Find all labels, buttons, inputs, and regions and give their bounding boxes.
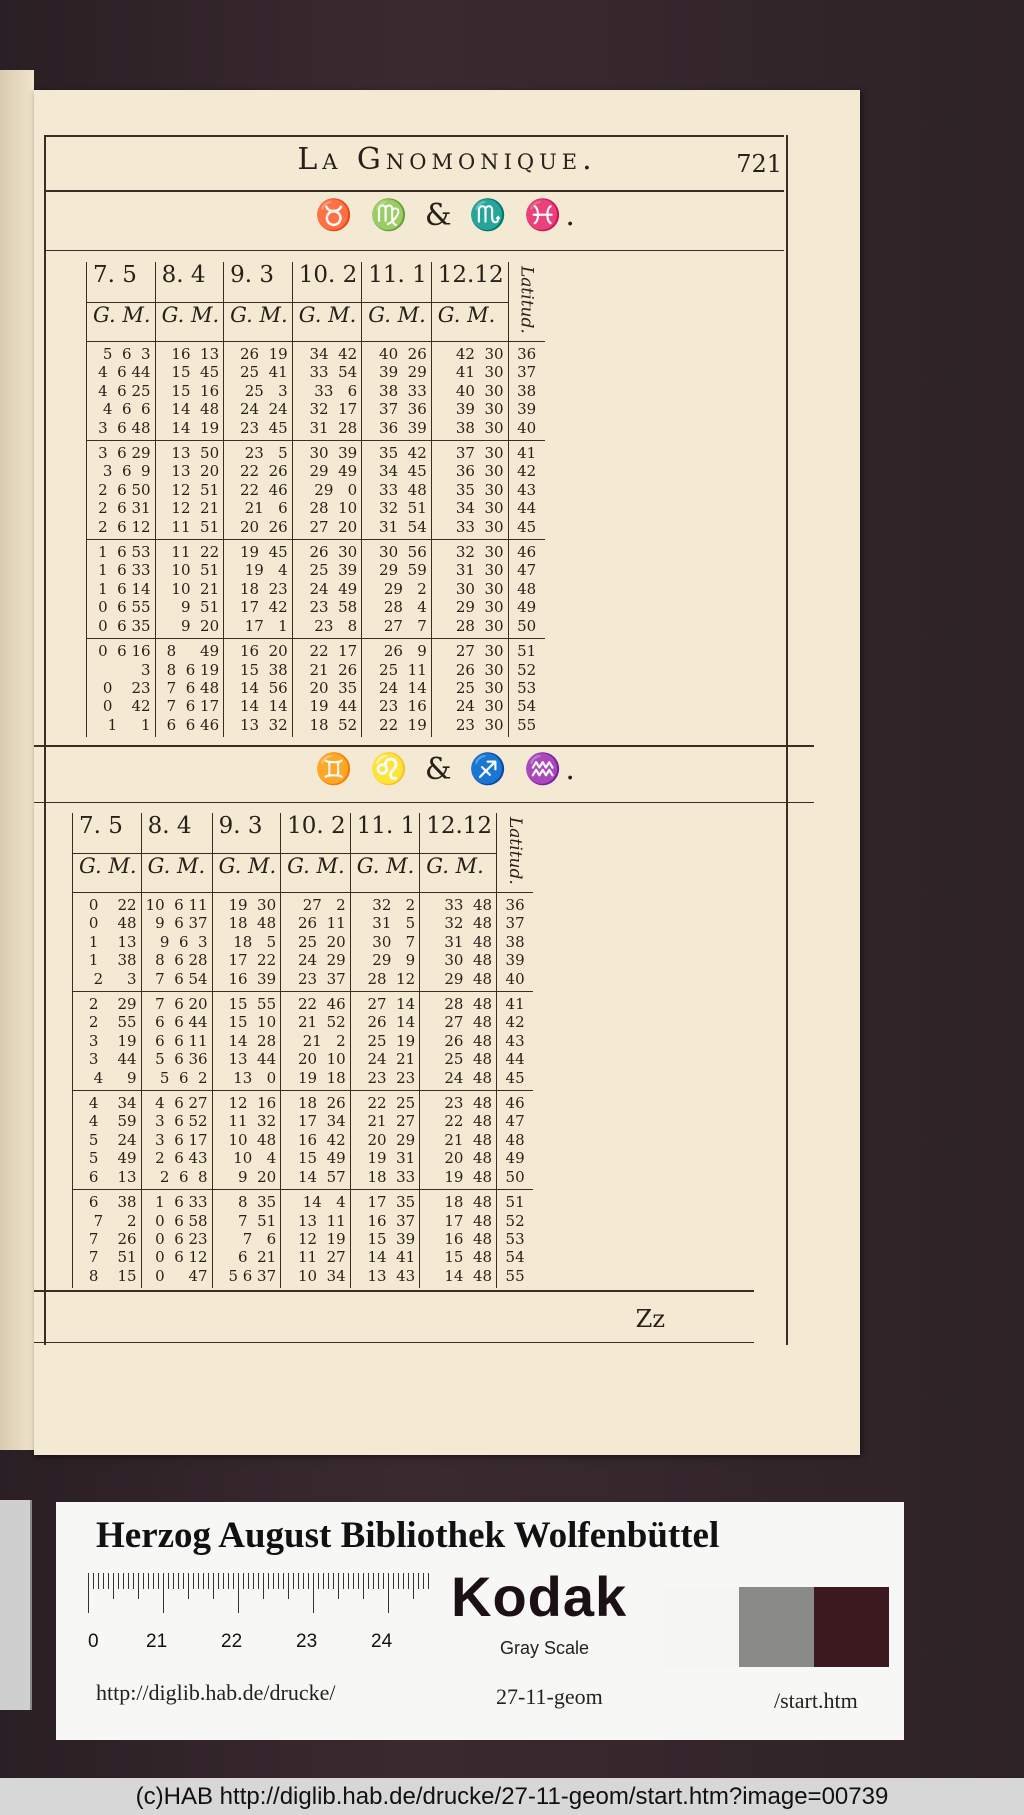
ruler-tick (358, 1573, 359, 1589)
card-id: 27-11-geom (496, 1684, 603, 1709)
ruler-tick (203, 1573, 204, 1589)
hour-header: 12.12 (420, 813, 497, 854)
latitude-header: Latitud. (497, 813, 534, 893)
ruler-tick (378, 1573, 379, 1589)
table-cell: 15 55 15 10 14 28 13 44 13 0 (212, 992, 281, 1091)
hour-header: 10. 2 (292, 262, 362, 303)
table-cell: 32 30 31 30 30 30 29 30 28 30 (431, 540, 508, 639)
left-scan-strip (0, 1500, 32, 1710)
ruler-tick (328, 1573, 329, 1589)
ruler-tick (138, 1573, 139, 1599)
ruler-tick (183, 1573, 184, 1589)
table-cell: 2 29 2 55 3 19 3 44 4 9 (73, 992, 142, 1091)
gm-header: G. M. (73, 854, 142, 893)
gm-header: G. M. (212, 854, 281, 893)
ruler-tick (253, 1573, 254, 1589)
ruler-tick (118, 1573, 119, 1589)
ruler-number: 24 (371, 1631, 393, 1652)
ruler-tick (198, 1573, 199, 1589)
hour-angle-table-1 (86, 262, 545, 737)
ruler-tick (283, 1573, 284, 1589)
ruler-tick (98, 1573, 99, 1589)
ruler-tick (318, 1573, 319, 1589)
facing-page-edge (0, 70, 34, 1450)
section1-rule (44, 250, 784, 251)
table-row (73, 1091, 534, 1190)
ruler-tick (233, 1573, 234, 1589)
latitude-cell: 36 37 38 39 40 (497, 893, 534, 992)
ruler-tick (128, 1573, 129, 1589)
hour-header: 8. 4 (141, 813, 212, 854)
kodak-logo: Kodak (451, 1565, 628, 1628)
table-cell: 33 48 32 48 31 48 30 48 29 48 (420, 893, 497, 992)
page-number: 721 (736, 150, 782, 178)
book-page (34, 90, 860, 1455)
ruler-tick (163, 1573, 164, 1613)
gm-header: G. M. (350, 854, 420, 893)
hour-header: 7. 5 (87, 262, 156, 303)
table-cell: 27 2 26 11 25 20 24 29 23 37 (281, 893, 351, 992)
ruler-tick (288, 1573, 289, 1599)
latitude-cell: 41 42 43 44 45 (497, 992, 534, 1091)
ruler-tick (423, 1573, 424, 1589)
ruler-tick (308, 1573, 309, 1589)
table-cell: 10 6 11 9 6 37 9 6 3 8 6 28 7 6 54 (141, 893, 212, 992)
ruler-tick (218, 1573, 219, 1589)
title-rule (44, 190, 784, 192)
top-rule (44, 135, 784, 137)
ruler-tick (413, 1573, 414, 1599)
gray-swatch (739, 1587, 814, 1667)
latitude-cell: 46 47 48 49 50 (497, 1091, 534, 1190)
ruler-tick (93, 1573, 94, 1589)
zodiac-signs-heading-2: ♊ ♌ & ♐ ♒. (315, 752, 579, 787)
table-cell: 13 50 13 20 12 51 12 21 11 51 (155, 441, 224, 540)
table-cell: 27 14 26 14 25 19 24 21 23 23 (350, 992, 420, 1091)
ruler-tick (258, 1573, 259, 1589)
ruler-tick (113, 1573, 114, 1599)
table-cell: 32 2 31 5 30 7 29 9 28 12 (350, 893, 420, 992)
ruler-tick (373, 1573, 374, 1589)
ruler-tick (108, 1573, 109, 1589)
printer-signature: Zz (635, 1305, 665, 1333)
latitude-cell: 51 52 53 54 55 (497, 1190, 534, 1289)
hour-header: 9. 3 (224, 262, 293, 303)
ruler-tick (123, 1573, 124, 1589)
table-cell: 14 4 13 11 12 19 11 27 10 34 (281, 1190, 351, 1289)
library-name: Herzog August Bibliothek Wolfenbüttel (96, 1515, 720, 1556)
gm-header: G. M. (87, 303, 156, 342)
table-cell: 23 48 22 48 21 48 20 48 19 48 (420, 1091, 497, 1190)
middle-rule (34, 745, 814, 747)
footer-caption: (c)HAB http://diglib.hab.de/drucke/27-11-geom/start.htm?image=00739 (0, 1778, 1024, 1815)
ruler-tick (268, 1573, 269, 1589)
ruler-tick (213, 1573, 214, 1599)
table-row (73, 992, 534, 1091)
ruler-tick (193, 1573, 194, 1589)
table-cell: 1 6 33 0 6 58 0 6 23 0 6 12 0 47 (141, 1190, 212, 1289)
gray-swatch (664, 1587, 739, 1667)
ruler-tick (398, 1573, 399, 1589)
table-cell: 17 35 16 37 15 39 14 41 13 43 (350, 1190, 420, 1289)
ruler-tick (158, 1573, 159, 1589)
table-cell: 27 30 26 30 25 30 24 30 23 30 (431, 639, 508, 738)
gm-header: G. M. (431, 303, 508, 342)
table-row (87, 342, 545, 441)
table-cell: 7 6 20 6 6 44 6 6 11 5 6 36 5 6 2 (141, 992, 212, 1091)
table-cell: 5 6 3 4 6 44 4 6 25 4 6 6 3 6 48 (87, 342, 156, 441)
ruler-number: 22 (221, 1631, 243, 1652)
ruler-tick (298, 1573, 299, 1589)
ruler-tick (313, 1573, 314, 1613)
ruler-tick (368, 1573, 369, 1589)
gm-header: G. M. (281, 854, 351, 893)
ruler-tick (178, 1573, 179, 1589)
ruler-tick (238, 1573, 239, 1613)
ruler-tick (223, 1573, 224, 1589)
ruler-tick (168, 1573, 169, 1589)
table-cell: 22 46 21 52 21 2 20 10 19 18 (281, 992, 351, 1091)
gm-header: G. M. (155, 303, 224, 342)
table-cell: 26 19 25 41 25 3 24 24 23 45 (224, 342, 293, 441)
ruler-tick (403, 1573, 404, 1589)
ruler-tick (148, 1573, 149, 1589)
table-row (87, 540, 545, 639)
ruler-tick (248, 1573, 249, 1589)
ruler-tick (143, 1573, 144, 1589)
table-cell: 0 22 0 48 1 13 1 38 2 3 (73, 893, 142, 992)
ruler-tick (363, 1573, 364, 1599)
table-cell: 37 30 36 30 35 30 34 30 33 30 (431, 441, 508, 540)
ruler-tick (273, 1573, 274, 1589)
ruler-tick (418, 1573, 419, 1589)
hour-angle-table-2 (72, 813, 533, 1288)
table-cell: 0 6 16 3 0 23 0 42 1 1 (87, 639, 156, 738)
ruler-tick (428, 1573, 429, 1589)
table-row (73, 1190, 534, 1289)
table-cell: 18 48 17 48 16 48 15 48 14 48 (420, 1190, 497, 1289)
table-row (73, 893, 534, 992)
ruler-tick (153, 1573, 154, 1589)
latitude-cell: 46 47 48 49 50 (508, 540, 545, 639)
ruler-tick (208, 1573, 209, 1589)
ruler-tick (263, 1573, 264, 1599)
card-start: /start.htm (774, 1688, 858, 1713)
color-calibration-card (56, 1502, 904, 1740)
ruler-tick (133, 1573, 134, 1589)
ruler-tick (173, 1573, 174, 1589)
table-cell: 30 39 29 49 29 0 28 10 27 20 (292, 441, 362, 540)
table-cell: 12 16 11 32 10 48 10 4 9 20 (212, 1091, 281, 1190)
table-cell: 22 17 21 26 20 35 19 44 18 52 (292, 639, 362, 738)
ruler-tick (408, 1573, 409, 1589)
hour-header: 8. 4 (155, 262, 224, 303)
table-cell: 19 30 18 48 18 5 17 22 16 39 (212, 893, 281, 992)
measurement-ruler (88, 1573, 428, 1651)
card-url: http://diglib.hab.de/drucke/ (96, 1680, 336, 1705)
table-cell: 16 13 15 45 15 16 14 48 14 19 (155, 342, 224, 441)
table-cell: 1 6 53 1 6 33 1 6 14 0 6 55 0 6 35 (87, 540, 156, 639)
latitude-header: Latitud. (508, 262, 545, 342)
gray-scale-label: Gray Scale (500, 1638, 590, 1658)
latitude-cell: 51 52 53 54 55 (508, 639, 545, 738)
gm-header: G. M. (224, 303, 293, 342)
gray-swatches (664, 1587, 889, 1667)
hour-header: 11. 1 (362, 262, 432, 303)
ruler-tick (383, 1573, 384, 1589)
table-cell: 16 20 15 38 14 56 14 14 13 32 (224, 639, 293, 738)
table-cell: 34 42 33 54 33 6 32 17 31 28 (292, 342, 362, 441)
hour-header: 11. 1 (350, 813, 420, 854)
table-cell: 26 30 25 39 24 49 23 58 23 8 (292, 540, 362, 639)
section2-rule (34, 802, 814, 803)
ruler-tick (303, 1573, 304, 1589)
table-cell: 22 25 21 27 20 29 19 31 18 33 (350, 1091, 420, 1190)
ruler-tick (338, 1573, 339, 1599)
ruler-tick (353, 1573, 354, 1589)
ruler-tick (103, 1573, 104, 1589)
table-row (87, 639, 545, 738)
latitude-cell: 36 37 38 39 40 (508, 342, 545, 441)
hour-header: 7. 5 (73, 813, 142, 854)
ruler-number: 0 (88, 1631, 99, 1652)
ruler-tick (188, 1573, 189, 1599)
gm-header: G. M. (362, 303, 432, 342)
ruler-number: 23 (296, 1631, 318, 1652)
hour-header: 9. 3 (212, 813, 281, 854)
ruler-tick (333, 1573, 334, 1589)
ruler-tick (293, 1573, 294, 1589)
table-row (87, 441, 545, 540)
table-cell: 8 35 7 51 7 6 6 21 5 6 37 (212, 1190, 281, 1289)
table-cell: 23 5 22 26 22 46 21 6 20 26 (224, 441, 293, 540)
table-cell: 18 26 17 34 16 42 15 49 14 57 (281, 1091, 351, 1190)
gm-header: G. M. (141, 854, 212, 893)
table-cell: 6 38 7 2 7 26 7 51 8 15 (73, 1190, 142, 1289)
table-cell: 8 49 8 6 19 7 6 48 7 6 17 6 6 46 (155, 639, 224, 738)
bottom-rule (34, 1290, 754, 1292)
ruler-tick (278, 1573, 279, 1589)
table-cell: 30 56 29 59 29 2 28 4 27 7 (362, 540, 432, 639)
page-title: La Gnomonique. (297, 142, 597, 177)
latitude-cell: 41 42 43 44 45 (508, 441, 545, 540)
ruler-tick (228, 1573, 229, 1589)
ruler-number: 21 (146, 1631, 168, 1652)
hour-header: 12.12 (431, 262, 508, 303)
table-cell: 42 30 41 30 40 30 39 30 38 30 (431, 342, 508, 441)
gray-swatch (814, 1587, 889, 1667)
ruler-tick (393, 1573, 394, 1589)
ruler-tick (323, 1573, 324, 1589)
table-cell: 40 26 39 29 38 33 37 36 36 39 (362, 342, 432, 441)
table-cell: 35 42 34 45 33 48 32 51 31 54 (362, 441, 432, 540)
ruler-tick (348, 1573, 349, 1589)
table-cell: 3 6 29 3 6 9 2 6 50 2 6 31 2 6 12 (87, 441, 156, 540)
ruler-tick (388, 1573, 389, 1613)
table-cell: 11 22 10 51 10 21 9 51 9 20 (155, 540, 224, 639)
footer-rule (34, 1342, 754, 1343)
hour-header: 10. 2 (281, 813, 351, 854)
gm-header: G. M. (420, 854, 497, 893)
gm-header: G. M. (292, 303, 362, 342)
table-cell: 19 45 19 4 18 23 17 42 17 1 (224, 540, 293, 639)
ruler-tick (88, 1573, 89, 1613)
table-cell: 4 34 4 59 5 24 5 49 6 13 (73, 1091, 142, 1190)
table-cell: 28 48 27 48 26 48 25 48 24 48 (420, 992, 497, 1091)
ruler-tick (343, 1573, 344, 1589)
table-cell: 4 6 27 3 6 52 3 6 17 2 6 43 2 6 8 (141, 1091, 212, 1190)
ruler-tick (243, 1573, 244, 1589)
table-cell: 26 9 25 11 24 14 23 16 22 19 (362, 639, 432, 738)
zodiac-signs-heading-1: ♉ ♍ & ♏ ♓. (315, 198, 579, 233)
